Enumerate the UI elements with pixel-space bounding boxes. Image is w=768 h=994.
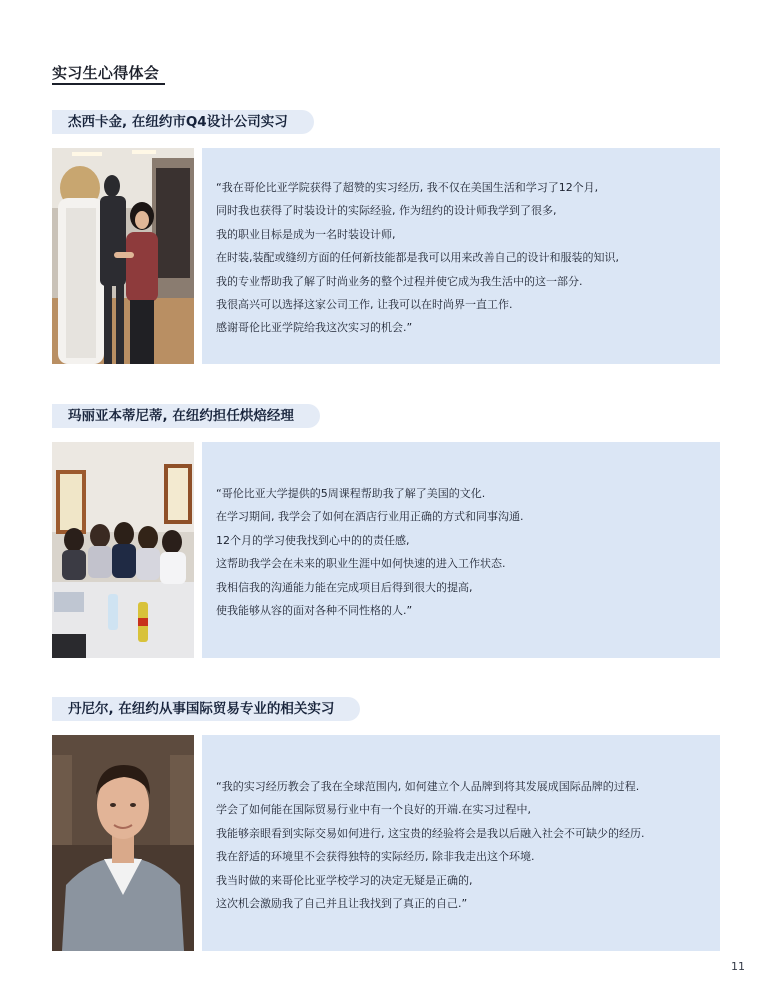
fashion-studio-photo bbox=[52, 148, 194, 364]
quote-line: “我的实习经历教会了我在全球范围内, 如何建立个人品牌到将其发展成国际品牌的过程. bbox=[216, 780, 640, 793]
quote-line: 这帮助我学会在未来的职业生涯中如何快速的进入工作状态. bbox=[216, 557, 506, 571]
quote-line: 我很高兴可以选择这家公司工作, 让我可以在时尚界一直工作. bbox=[216, 298, 513, 312]
quote-line: 12个月的学习使我找到心中的的责任感, bbox=[216, 533, 410, 547]
section-heading: 玛丽亚本蒂尼蒂, 在纽约担任烘焙经理 bbox=[52, 404, 320, 428]
page-title: 实习生心得体会 bbox=[52, 64, 160, 82]
quote-line: 我能够亲眼看到实际交易如何进行, 这宝贵的经验将会是我以后融入社会不可缺少的经历. bbox=[216, 826, 645, 840]
quote-line: 在时装,装配或缝纫方面的任何新技能都是我可以用来改善自己的设计和服装的知识, bbox=[216, 251, 619, 265]
section-heading: 杰西卡金, 在纽约市Q4设计公司实习 bbox=[52, 110, 314, 134]
title-underline bbox=[52, 83, 165, 85]
quote-line: 同时我也获得了时装设计的实际经验, 作为纽约的设计师我学到了很多, bbox=[216, 204, 557, 218]
quote-box bbox=[202, 442, 720, 658]
page-number: 11 bbox=[731, 960, 745, 973]
quote-line: 我在舒适的环境里不会获得独特的实际经历, 除非我走出这个环境. bbox=[216, 850, 535, 864]
quote-line: “哥伦比亚大学提供的5周课程帮助我了解了美国的文化. bbox=[216, 487, 486, 500]
quote-line: 我当时做的来哥伦比亚学校学习的决定无疑是正确的, bbox=[216, 873, 473, 887]
quote-line: 这次机会激励我了自己并且让我找到了真正的自己.” bbox=[216, 897, 468, 911]
quote-line: 感谢哥伦比亚学院给我这次实习的机会.” bbox=[216, 321, 413, 335]
quote-box bbox=[202, 735, 720, 951]
quote-line: 我的专业帮助我了解了时尚业务的整个过程并使它成为我生活中的这一部分. bbox=[216, 274, 583, 288]
quote-line: 在学习期间, 我学会了如何在酒店行业用正确的方式和同事沟通. bbox=[216, 510, 524, 524]
quote-line: “我在哥伦比亚学院获得了超赞的实习经历, 我不仅在美国生活和学习了12个月, bbox=[216, 181, 599, 194]
quote-box bbox=[202, 148, 720, 364]
quote-line: 使我能够从容的面对各种不同性格的人.” bbox=[216, 604, 413, 618]
portrait-photo bbox=[52, 735, 194, 951]
quote-line: 学会了如何能在国际贸易行业中有一个良好的开端.在实习过程中, bbox=[216, 803, 531, 817]
group-study-photo bbox=[52, 442, 194, 658]
section-heading: 丹尼尔, 在纽约从事国际贸易专业的相关实习 bbox=[52, 697, 360, 721]
quote-line: 我相信我的沟通能力能在完成项目后得到很大的提高, bbox=[216, 580, 473, 594]
quote-line: 我的职业目标是成为一名时装设计师, bbox=[216, 227, 396, 241]
